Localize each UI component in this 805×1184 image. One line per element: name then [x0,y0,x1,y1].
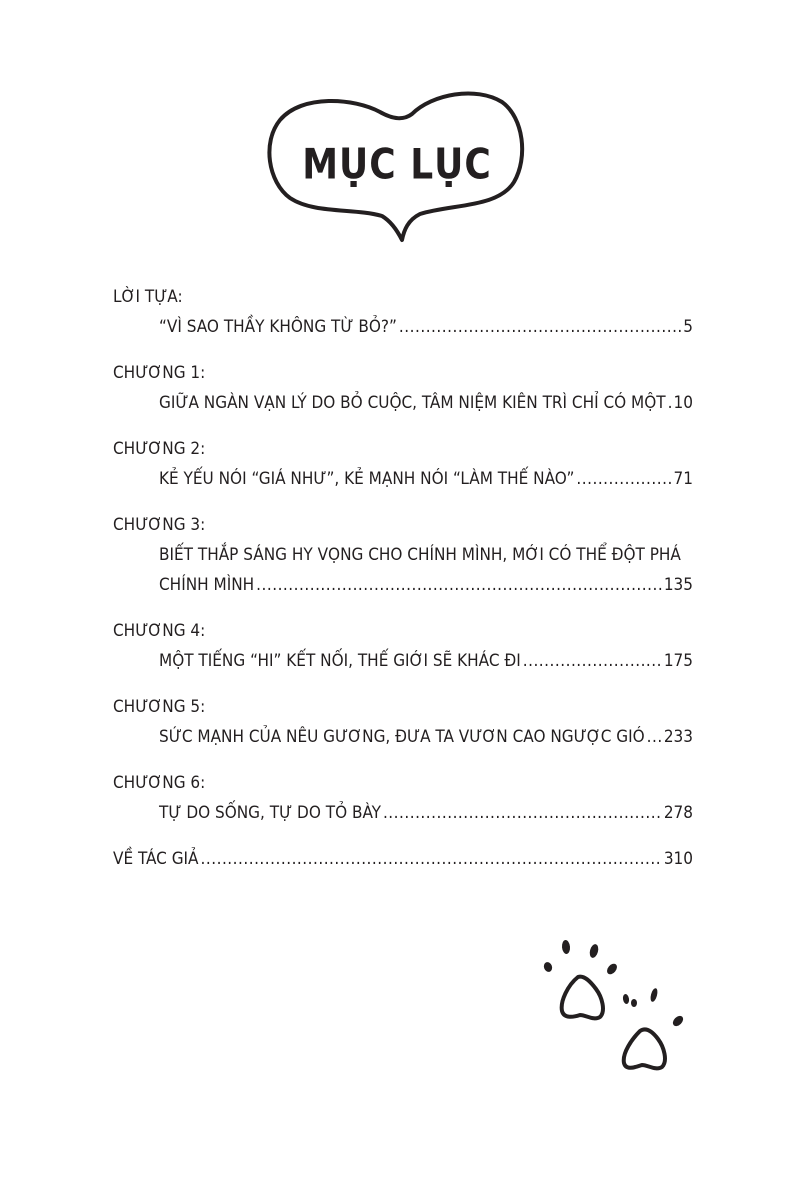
toc-entry[interactable] [113,570,693,600]
toc-entry[interactable] [113,844,693,874]
toc-entry[interactable] [113,646,693,676]
toc-entry[interactable] [113,388,693,418]
toc-entry-page: 278 [663,803,693,823]
toc-entry-title: GIỮA NGÀN VẠN LÝ DO BỎ CUỘC, TÂM NIỆM KIÊN TRÌ CHỈ CÓ MỘT [159,393,666,413]
toc-chapter-2 [113,434,693,494]
toc-section-label: CHƯƠNG 6: [113,773,206,793]
dot-leader [576,464,671,494]
toc-entry[interactable] [113,312,693,342]
dot-leader [383,798,662,828]
toc-entry-title: MỘT TIẾNG “HI” KẾT NỐI, THẾ GIỚI SẼ KHÁC ĐI [159,651,521,671]
paw-prints-icon [538,935,688,1075]
page-title: MỤC LỤC [302,140,492,190]
paw-prints-decoration [538,935,688,1075]
toc-chapter-3 [113,510,693,600]
toc-entry-title: KẺ YẾU NÓI “GIÁ NHƯ”, KẺ MẠNH NÓI “LÀM THẾ NÀO” [159,469,575,489]
dot-leader [668,388,672,418]
toc-entry-page: 310 [663,849,693,869]
toc-entry-title: BIẾT THẮP SÁNG HY VỌNG CHO CHÍNH MÌNH, MỚI CÓ THỂ ĐỘT PHÁ [159,545,681,565]
toc-entry-title: SỨC MẠNH CỦA NÊU GƯƠNG, ĐƯA TA VƯƠN CAO NGƯỢC GIÓ [159,727,645,747]
toc-chapter-6 [113,768,693,828]
toc-entry-page: 10 [673,393,693,413]
toc-entry-page: 135 [663,575,693,595]
dot-leader [647,722,662,752]
toc-entry-title: VỀ TÁC GIẢ [113,849,199,869]
toc-preface [113,282,693,342]
toc-chapter-4 [113,616,693,676]
toc-chapter-1 [113,358,693,418]
table-of-contents [113,282,693,890]
dot-leader [399,312,681,342]
toc-section-label: CHƯƠNG 5: [113,697,206,717]
toc-entry-title: TỰ DO SỐNG, TỰ DO TỎ BÀY [159,803,381,823]
toc-about-author [113,844,693,874]
dot-leader [201,844,662,874]
toc-entry[interactable] [113,464,693,494]
toc-entry-page: 233 [663,727,693,747]
dot-leader [523,646,662,676]
toc-entry[interactable] [113,722,693,752]
toc-entry-page: 175 [663,651,693,671]
title-heart-bubble [262,90,532,250]
toc-entry-page: 5 [683,317,693,337]
toc-section-label: CHƯƠNG 2: [113,439,206,459]
toc-entry-page: 71 [673,469,693,489]
toc-section-label: CHƯƠNG 4: [113,621,206,641]
toc-section-label: LỜI TỰA: [113,287,183,307]
toc-section-label: CHƯƠNG 1: [113,363,206,383]
toc-section-label: CHƯƠNG 3: [113,515,206,535]
toc-chapter-5 [113,692,693,752]
toc-entry-line[interactable] [113,540,693,570]
toc-entry-title: “VÌ SAO THẦY KHÔNG TỪ BỎ?” [159,317,397,337]
toc-entry-title-cont: CHÍNH MÌNH [159,575,255,595]
dot-leader [256,570,662,600]
toc-entry[interactable] [113,798,693,828]
